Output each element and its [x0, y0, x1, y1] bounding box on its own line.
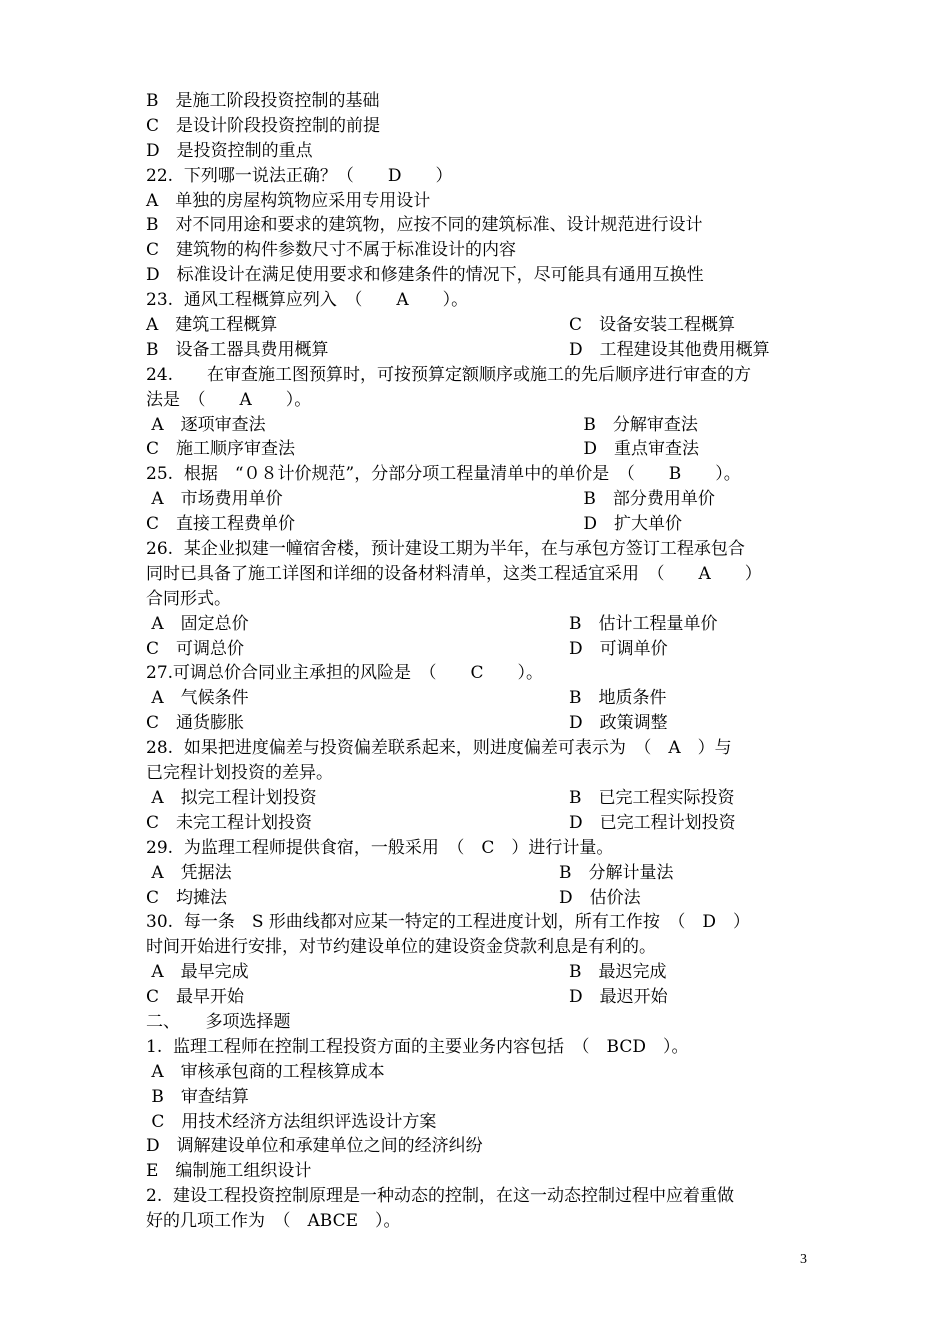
line-text: 已完程计划投资的差异。 [146, 763, 333, 784]
text-line [146, 512, 811, 537]
line-text: A 审核承包商的工程核算成本 [146, 1061, 385, 1082]
text-line [146, 637, 811, 662]
line-text: 1. 监理工程师在控制工程投资方面的主要业务内容包括 （ BCD ）。 [146, 1036, 689, 1057]
line-text: B 设备工器具费用概算 [146, 339, 329, 360]
line-text: 法是 （ A ）。 [146, 389, 312, 410]
line-text: 28. 如果把进度偏差与投资偏差联系起来，则进度偏差可表示为 （ A ）与 [146, 738, 732, 759]
line-text: 30. 每一条 S 形曲线都对应某一特定的工程进度计划，所有工作按 （ D ） [146, 912, 751, 933]
line-text: C 施工顺序审查法 [146, 439, 296, 460]
line-text: 27.可调总价合同业主承担的风险是 （ C ）。 [146, 663, 544, 684]
text-line [146, 1010, 811, 1035]
line-text-col2: D 扩大单价 [578, 514, 683, 535]
line-text: C 用技术经济方法组织评选设计方案 [146, 1111, 437, 1132]
line-text-col2: C 设备安装工程概算 [569, 315, 736, 336]
line-text: 合同形式。 [146, 588, 231, 609]
text-line [146, 263, 811, 288]
line-text: 26. 某企业拟建一幢宿舍楼，预计建设工期为半年，在与承包方签订工程承包合 [146, 539, 745, 560]
line-text-col2: D 已完工程计划投资 [569, 812, 736, 833]
line-text-col2: D 最迟开始 [569, 987, 668, 1008]
line-text-col2: B 已完工程实际投资 [569, 787, 735, 808]
line-text-col2: D 可调单价 [569, 638, 668, 659]
line-text: A 气候条件 [146, 688, 249, 709]
line-text-col2: B 分解审查法 [578, 414, 698, 435]
text-line [146, 1209, 811, 1234]
text-line [146, 1060, 811, 1085]
line-text: 时间开始进行安排，对节约建设单位的建设资金贷款利息是有利的。 [146, 937, 656, 958]
text-line [146, 1159, 811, 1184]
line-text: C 未完工程计划投资 [146, 812, 313, 833]
text-line [146, 363, 811, 388]
text-line [146, 164, 811, 189]
text-line [146, 313, 811, 338]
line-text: C 最早开始 [146, 987, 245, 1008]
text-line [146, 811, 811, 836]
line-text: C 建筑物的构件参数尺寸不属于标准设计的内容 [146, 240, 517, 261]
line-text: A 建筑工程概算 [146, 315, 278, 336]
text-line [146, 189, 811, 214]
text-line [146, 1184, 811, 1209]
line-text: B 对不同用途和要求的建筑物，应按不同的建筑标准、设计规范进行设计 [146, 215, 703, 236]
text-line [146, 686, 811, 711]
line-text: A 最早完成 [146, 962, 249, 983]
line-text-col2: B 地质条件 [569, 688, 667, 709]
line-text: A 逐项审查法 [146, 414, 266, 435]
text-line [146, 89, 811, 114]
document-body [146, 89, 811, 1234]
text-line [146, 462, 811, 487]
line-text: 23. 通风工程概算应列入 （ A ）。 [146, 290, 469, 311]
line-text-col2: B 部分费用单价 [578, 489, 715, 510]
text-line [146, 886, 811, 911]
text-line [146, 711, 811, 736]
text-line [146, 487, 811, 512]
line-text-col2: B 最迟完成 [569, 962, 667, 983]
line-text-col2: B 分解计量法 [559, 862, 674, 883]
line-text-col2: D 政策调整 [569, 713, 668, 734]
line-text: 25. 根据 “０８计价规范”，分部分项工程量清单中的单价是 （ B ）。 [146, 464, 741, 485]
text-line [146, 935, 811, 960]
line-text: 2. 建设工程投资控制原理是一种动态的控制，在这一动态控制过程中应着重做 [146, 1186, 735, 1207]
text-line [146, 786, 811, 811]
text-line [146, 413, 811, 438]
text-line [146, 213, 811, 238]
line-text: C 通货膨胀 [146, 713, 245, 734]
line-text: 24. 在审查施工图预算时，可按预算定额顺序或施工的先后顺序进行审查的方 [146, 364, 752, 385]
line-text: A 固定总价 [146, 613, 249, 634]
text-line [146, 1035, 811, 1060]
line-text: C 可调总价 [146, 638, 245, 659]
text-line [146, 910, 811, 935]
text-line [146, 288, 811, 313]
text-line [146, 1134, 811, 1159]
text-line [146, 661, 811, 686]
line-text: D 标准设计在满足使用要求和修建条件的情况下，尽可能具有通用互换性 [146, 265, 704, 286]
text-line [146, 985, 811, 1010]
line-text: B 是施工阶段投资控制的基础 [146, 91, 380, 111]
line-text: D 调解建设单位和承建单位之间的经济纠纷 [146, 1136, 483, 1157]
text-line [146, 388, 811, 413]
line-text: E 编制施工组织设计 [146, 1161, 312, 1182]
text-line [146, 761, 811, 786]
text-line [146, 1085, 811, 1110]
text-line [146, 114, 811, 139]
text-line [146, 562, 811, 587]
text-line [146, 960, 811, 985]
line-text: B 审查结算 [146, 1086, 249, 1107]
line-text: A 市场费用单价 [146, 489, 283, 510]
line-text: C 是设计阶段投资控制的前提 [146, 115, 381, 136]
line-text: A 单独的房屋构筑物应采用专用设计 [146, 190, 431, 211]
line-text-col2: D 重点审查法 [578, 439, 700, 460]
line-text: D 是投资控制的重点 [146, 140, 313, 161]
text-line [146, 437, 811, 462]
line-text: 22. 下列哪一说法正确？（ D ） [146, 165, 453, 186]
text-line [146, 1110, 811, 1135]
text-line [146, 338, 811, 363]
page-number: 3 [800, 1252, 807, 1267]
line-text-col2: D 估价法 [559, 887, 641, 908]
line-text-col2: B 估计工程量单价 [569, 613, 718, 634]
text-line [146, 612, 811, 637]
text-line [146, 861, 811, 886]
text-line [146, 587, 811, 612]
line-text: 29. 为监理工程师提供食宿，一般采用 （ C ）进行计量。 [146, 837, 614, 858]
text-line [146, 736, 811, 761]
text-line [146, 139, 811, 164]
text-line [146, 836, 811, 861]
text-line [146, 238, 811, 263]
line-text: 二、 多项选择题 [146, 1011, 291, 1032]
line-text: 同时已具备了施工详图和详细的设备材料清单，这类工程适宜采用 （ A ） [146, 563, 762, 584]
text-line [146, 537, 811, 562]
line-text: A 凭据法 [146, 862, 232, 883]
line-text: 好的几项工作为 （ ABCE ）。 [146, 1211, 401, 1232]
line-text: A 拟完工程计划投资 [146, 787, 317, 808]
line-text: C 均摊法 [146, 887, 228, 908]
line-text-col2: D 工程建设其他费用概算 [569, 339, 770, 360]
line-text: C 直接工程费单价 [146, 514, 296, 535]
